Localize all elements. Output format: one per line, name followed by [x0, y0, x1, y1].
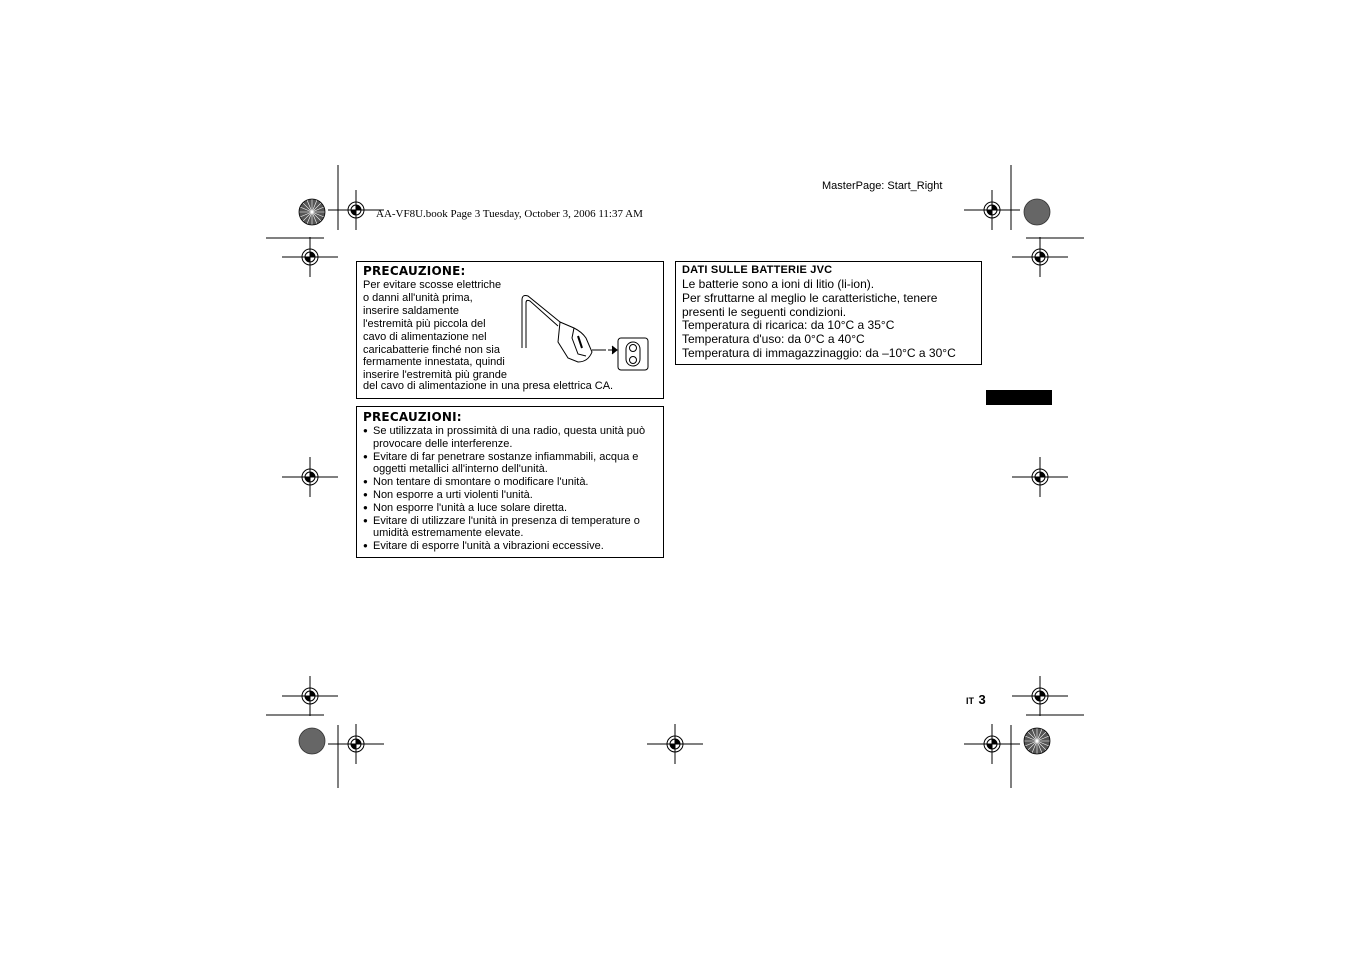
dati-batterie-title: DATI SULLE BATTERIE JVC: [682, 264, 833, 276]
dati-batterie-line: Temperatura d'uso: da 0°C a 40°C: [682, 332, 865, 347]
dati-batterie-line: Per sfruttarne al meglio le caratteristiche, tenere: [682, 290, 938, 305]
precauzioni-title: PRECAUZIONI:: [363, 410, 462, 424]
language-tab-marker: [986, 390, 1052, 405]
list-item: ● Evitare di utilizzare l'unità in presenza di temperature o umidità estremamente elevate.: [363, 515, 658, 541]
dati-batterie-body: [682, 278, 956, 361]
precauzione-line: inserire saldamente: [363, 304, 459, 317]
list-item: ● Non esporre a urti violenti l'unità.: [363, 489, 658, 502]
power-cord-plug-illustration: [516, 292, 652, 378]
page-language-code: IT: [966, 696, 974, 706]
precauzione-line: cavo di alimentazione nel: [363, 330, 487, 343]
list-item: ● Non tentare di smontare o modificare l'unità.: [363, 476, 658, 489]
precauzione-line: caricabatterie finché non sia: [363, 343, 500, 356]
list-item: ● Evitare di far penetrare sostanze infiammabili, acqua e oggetti metallici all'interno dell'unità.: [363, 451, 658, 477]
masterpage-label: MasterPage: Start_Right: [822, 180, 943, 192]
dati-batterie-line: Temperatura di ricarica: da 10°C a 35°C: [682, 318, 895, 333]
precauzioni-list: [363, 425, 658, 553]
page-number-value: 3: [978, 692, 986, 707]
book-info-line: AA-VF8U.book Page 3 Tuesday, October 3, 2006 11:37 AM: [376, 208, 643, 220]
list-item: ● Se utilizzata in prossimità di una radio, questa unità può provocare delle interferenze.: [363, 425, 658, 451]
dati-batterie-box: [675, 261, 982, 365]
dati-batterie-line: Temperatura di immagazzinaggio: da –10°C a 30°C: [682, 345, 956, 360]
precauzione-last-line: del cavo di alimentazione in una presa elettrica CA.: [363, 380, 614, 392]
precauzione-line: l'estremità più piccola del: [363, 317, 486, 330]
list-item: ● Evitare di esporre l'unità a vibrazioni eccessive.: [363, 540, 658, 553]
dati-batterie-line: presenti le seguenti condizioni.: [682, 304, 847, 319]
precauzione-line: fermamente innestata, quindi: [363, 356, 505, 369]
precauzione-body: [363, 279, 507, 382]
page-number: [966, 691, 986, 709]
precauzione-line: o danni all'unità prima,: [363, 291, 473, 304]
precauzione-line: Per evitare scosse elettriche: [363, 279, 502, 291]
list-item: ● Non esporre l'unità a luce solare diretta.: [363, 502, 658, 515]
precauzioni-box: [356, 406, 664, 558]
precauzione-line: inserire l'estremità più grande: [363, 369, 507, 382]
dati-batterie-line: Le batterie sono a ioni di litio (li-ion).: [682, 277, 875, 291]
precauzione-title: PRECAUZIONE:: [363, 264, 466, 278]
